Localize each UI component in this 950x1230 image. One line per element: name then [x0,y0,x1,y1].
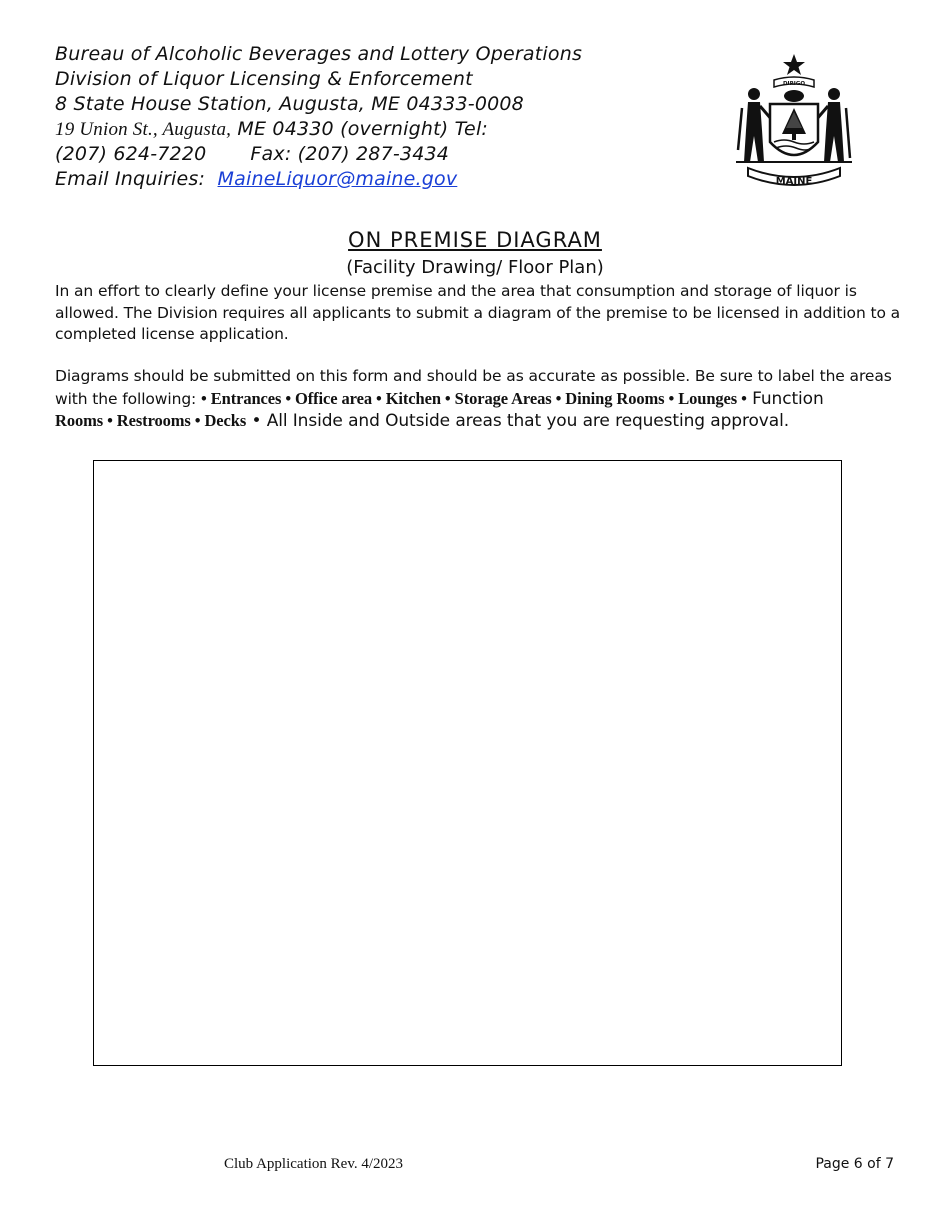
instructions-intro: Diagrams should be submitted on this form and should be as accurate as possible. Be sure to label the areas with the following: [55,367,892,408]
overnight-address [55,117,582,142]
diagram-drawing-area[interactable] [93,460,842,1066]
page-subtitle: (Facility Drawing/ Floor Plan) [346,257,604,278]
phone-number: (207) 624-7220 [55,143,207,165]
email-line [55,167,582,192]
revision-note: Club Application Rev. 4/2023 [224,1156,404,1172]
bureau-name: Bureau of Alcoholic Beverages and Lottery Operations [55,43,583,65]
email-label: Email Inquiries: [55,168,206,190]
division-name: Division of Liquor Licensing & Enforcement [55,68,473,90]
maine-state-seal-icon [734,50,854,192]
seal-motto: DIRIGO [782,81,806,87]
page-title: ON PREMISE DIAGRAM [348,228,602,252]
function-text: Function [746,388,824,409]
fax-number: Fax: (207) 287-3434 [250,143,450,165]
overnight-label: ME 04330 (overnight) Tel: [231,118,489,140]
header-block [55,42,582,192]
area-list: • Entrances • Office area • Kitchen • Storage Areas • Dining Rooms • Lounges • [201,388,747,408]
intro-paragraph: In an effort to clearly define your license premise and the area that consumption and storage of liquor is allowed. The Division requires all applicants to submit a diagram of the premise to be licensed in addition to a completed license application. [55,282,901,343]
instructions-ending: • All Inside and Outside areas that you are requesting approval. [246,411,790,431]
instructions-paragraph [55,366,905,433]
email-link[interactable]: MaineLiquor@maine.gov [217,168,458,190]
contact-numbers [55,142,582,167]
seal-name: MAINE [775,176,813,187]
mailing-address: 8 State House Station, Augusta, ME 04333-0008 [55,93,524,115]
page-number: Page 6 of 7 [815,1156,894,1172]
street-address: 19 Union St., Augusta, [55,119,232,140]
room-list: Rooms • Restrooms • Decks [55,411,247,430]
